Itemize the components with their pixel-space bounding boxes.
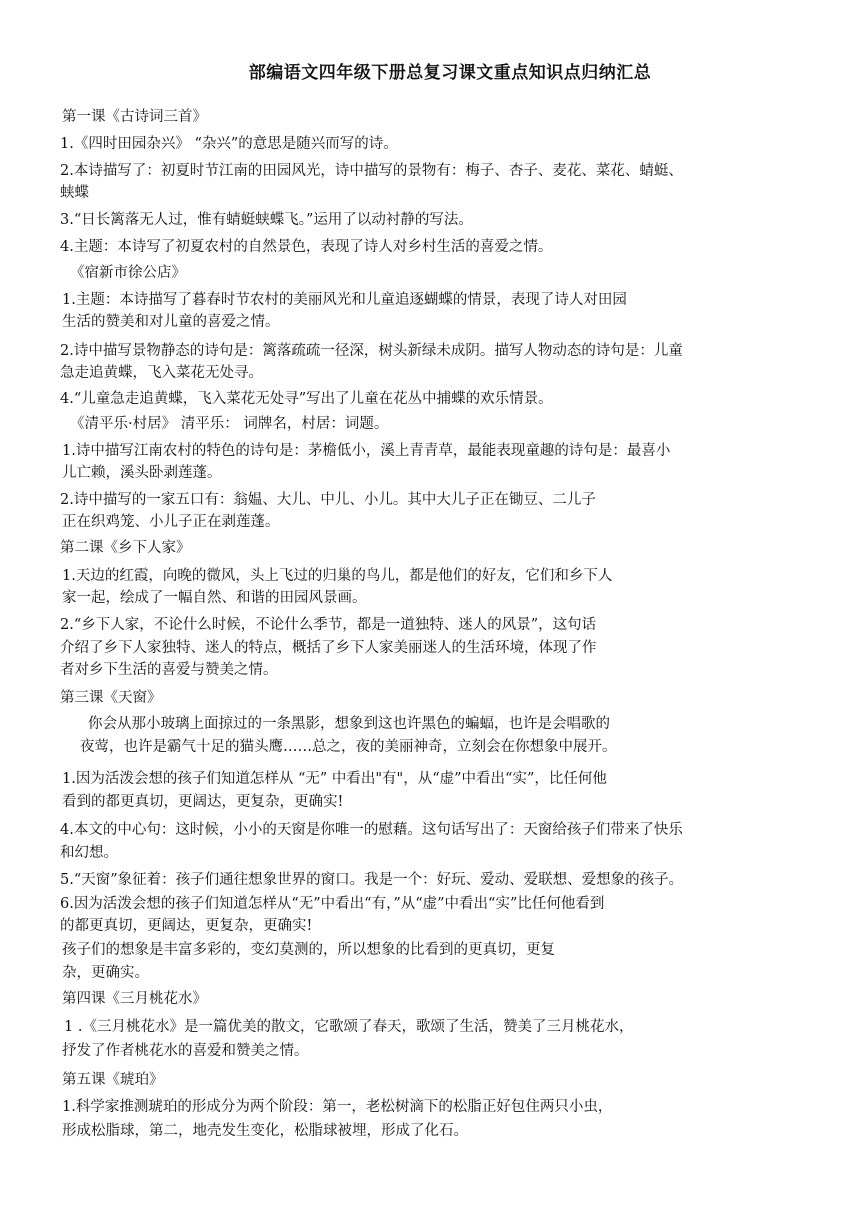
text-line: 3.“日长篱落无人过，惟有蜻蜓蛱蝶飞。”运用了以动衬静的写法。 [60, 212, 473, 228]
text-line: 4.“儿童急走追黄蝶，飞入菜花无处寻”写出了儿童在花丛中捕蝶的欢乐情景。 [60, 391, 553, 407]
text-line: 和幻想。 [60, 845, 118, 861]
text-line: 看到的都更真切，更阔达，更复杂，更确实! [62, 794, 344, 810]
lesson-heading: 第二课《乡下人家》 [60, 540, 191, 556]
text-line: 形成松脂球，第二，地壳发生变化，松脂球被埋，形成了化石。 [62, 1123, 468, 1139]
text-line: 4.本文的中心句：这时候，小小的天窗是你唯一的慰藉。这句话写出了：天窗给孩子们带来了快乐 [60, 822, 683, 838]
text-line: 的都更真切，更阔达，更复杂，更确实! [60, 918, 313, 934]
text-line: 家一起，绘成了一幅自然、和谐的田园风景画。 [62, 590, 367, 606]
text-line: 1.《四时田园杂兴》 “杂兴”的意思是随兴而写的诗。 [60, 136, 398, 152]
text-line: 2.“乡下人家，不论什么时候，不论什么季节，都是一道独特、迷人的风景”，这句话 [60, 617, 597, 633]
text-line: 夜莺，也许是霸气十足的猫头鹰……总之，夜的美丽神奇，立刻会在你想象中展开。 [80, 739, 617, 755]
text-line: 杂，更确实。 [62, 965, 149, 981]
poem-heading: 《清平乐·村居》 清平乐： 词牌名，村居：词题。 [70, 416, 389, 432]
text-line: 急走追黄蝶，飞入菜花无处寻。 [60, 365, 263, 381]
text-line: 4.主题：本诗写了初夏农村的自然景色，表现了诗人对乡村生活的喜爱之情。 [60, 239, 553, 255]
text-line: 2.诗中描写的一家五口有：翁媪、大儿、中儿、小儿。其中大儿子正在锄豆、二儿子 [60, 492, 596, 508]
text-line: 儿亡赖，溪头卧剥莲蓬。 [62, 465, 222, 481]
text-line: 者对乡下生活的喜爱与赞美之情。 [60, 662, 278, 678]
text-line: 1.因为活泼会想的孩子们知道怎样从 “无” 中看出"有"，从“虚”中看出“实”，比任何他 [62, 771, 607, 787]
text-line: 2.诗中描写景物静态的诗句是：篱落疏疏一径深，树头新绿未成阴。描写人物动态的诗句是：儿童 [60, 343, 683, 359]
lesson-heading: 第三课《天窗》 [60, 690, 162, 706]
text-line: 抒发了作者桃花水的喜爱和赞美之情。 [62, 1043, 309, 1059]
text-line: 介绍了乡下人家独特、迷人的特点，概括了乡下人家美丽迷人的生活环境，体现了作 [60, 640, 597, 656]
text-line: 蛱蝶 [60, 185, 89, 201]
text-line: 你会从那小玻璃上面掠过的一条黑影，想象到这也许黑色的蝙蝠，也许是会唱歌的 [88, 716, 610, 732]
text-line: 1.天边的红霞，向晚的微风，头上飞过的归巢的鸟儿，都是他们的好友，它们和乡下人 [62, 568, 613, 584]
text-line: 生活的赞美和对儿童的喜爱之情。 [62, 314, 280, 330]
text-line: 1 .《三月桃花水》是一篇优美的散文，它歌颂了春天，歌颂了生活，赞美了三月桃花水， [64, 1019, 634, 1035]
poem-heading: 《宿新市徐公店》 [70, 265, 186, 281]
text-line: 正在织鸡笼、小儿子正在剥莲蓬。 [62, 514, 280, 530]
text-line: 1.诗中描写江南农村的特色的诗句是：茅檐低小，溪上青青草，最能表现童趣的诗句是：最喜小 [62, 443, 671, 459]
text-line: 6.因为活泼会想的孩子们知道怎样从“无”中看出“有，”从“虚”中看出“实”比任何他看到 [60, 896, 605, 912]
text-line: 1.主题：本诗描写了暮春时节农村的美丽风光和儿童追逐蝴蝶的情景，表现了诗人对田园 [62, 292, 627, 308]
text-line: 孩子们的想象是丰富多彩的，变幻莫测的，所以想象的比看到的更真切，更复 [62, 942, 555, 958]
text-line: 1.科学家推测琥珀的形成分为两个阶段：第一，老松树滴下的松脂正好包住两只小虫， [62, 1099, 613, 1115]
lesson-heading: 第一课《古诗词三首》 [62, 109, 207, 125]
document-title: 部编语文四年级下册总复习课文重点知识点归纳汇总 [248, 63, 652, 83]
text-line: 5.“天窗”象征着：孩子们通往想象世界的窗口。我是一个：好玩、爱动、爱联想、爱想象的孩子。 [60, 872, 684, 888]
text-line: 2.本诗描写了：初夏时节江南的田园风光，诗中描写的景物有：梅子、杏子、麦花、菜花、蜻蜓、 [60, 163, 683, 179]
lesson-heading: 第四课《三月桃花水》 [62, 991, 207, 1007]
lesson-heading: 第五课《琥珀》 [62, 1072, 164, 1088]
